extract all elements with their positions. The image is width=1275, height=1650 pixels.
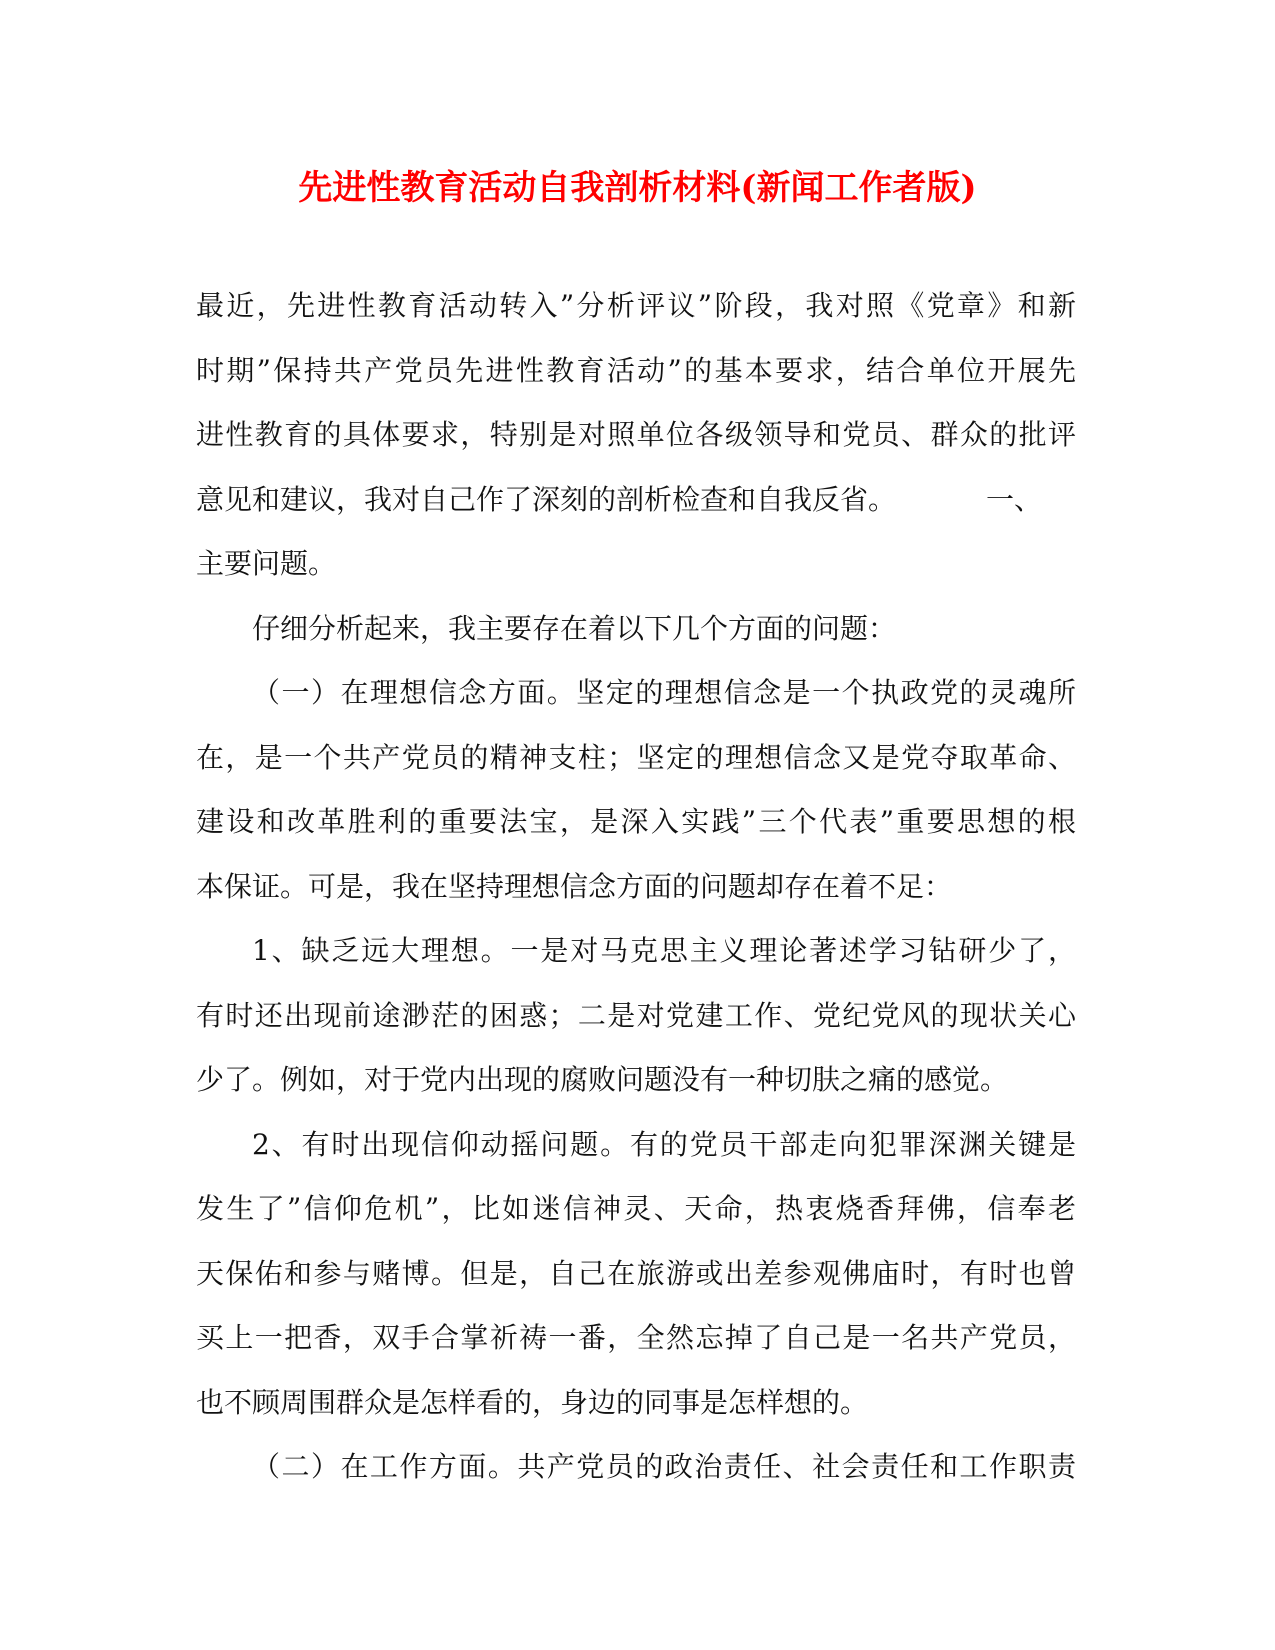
body-line xyxy=(196,1435,1076,1500)
body-line-text: 发生了”信仰危机”，比如迷信神灵、天命，热衷烧香拜佛，信奉老 xyxy=(196,1192,1076,1225)
body-line-text: 最近，先进性教育活动转入”分析评议”阶段，我对照《党章》和新 xyxy=(196,289,1076,322)
body-line-text: 本保证。可是，我在坚持理想信念方面的问题却存在着不足： xyxy=(196,869,953,903)
body-line xyxy=(196,1113,1076,1178)
body-line-text: 1、缺乏远大理想。一是对马克思主义理论著述学习钻研少了， xyxy=(252,934,1076,967)
body-line-text: 在，是一个共产党员的精神支柱；坚定的理想信念又是党夺取革命、 xyxy=(196,740,1076,774)
body-line-text: （一）在理想信念方面。坚定的理想信念是一个执政党的灵魂所 xyxy=(252,676,1076,709)
body-line xyxy=(196,597,1076,662)
body-line xyxy=(196,984,1076,1049)
body-line-text: 买上一把香，双手合掌祈祷一番，全然忘掉了自己是一名共产党员， xyxy=(196,1321,1076,1354)
body-line-text: 天保佑和参与赌博。但是，自己在旅游或出差参观佛庙时，有时也曾 xyxy=(196,1256,1076,1290)
body-line-text: 仔细分析起来，我主要存在着以下几个方面的问题： xyxy=(252,611,897,645)
body-line xyxy=(196,919,1076,984)
body-line-text: 少了。例如，对于党内出现的腐败问题没有一种切肤之痛的感觉。 xyxy=(196,1063,1009,1096)
body-line-text: 主要问题。 xyxy=(196,547,337,580)
body-line xyxy=(196,532,1076,597)
body-line-text: 时期”保持共产党员先进性教育活动”的基本要求，结合单位开展先 xyxy=(196,353,1076,387)
body-line-tail: 一、 xyxy=(986,482,1043,516)
body-line-text: 也不顾周围群众是怎样看的，身边的同事是怎样想的。 xyxy=(196,1385,869,1419)
body-line xyxy=(196,790,1076,855)
body-line xyxy=(196,468,1076,533)
body-line xyxy=(196,403,1076,468)
body-line xyxy=(196,1242,1076,1307)
body-line xyxy=(196,274,1076,339)
body-line xyxy=(196,339,1076,404)
body-line xyxy=(196,1177,1076,1242)
body-line-text: 意见和建议，我对自己作了深刻的剖析检查和自我反省。 xyxy=(196,482,897,516)
document-body xyxy=(196,274,1076,1500)
body-line xyxy=(196,1371,1076,1436)
body-line-text: 有时还出现前途渺茫的困惑；二是对党建工作、党纪党风的现状关心 xyxy=(196,998,1076,1032)
body-line-text: 进性教育的具体要求，特别是对照单位各级领导和党员、群众的批评 xyxy=(196,418,1076,451)
document-title: 先进性教育活动自我剖析材料(新闻工作者版) xyxy=(298,168,977,208)
body-line xyxy=(196,1048,1076,1113)
body-line xyxy=(196,661,1076,726)
body-line-text: 建设和改革胜利的重要法宝，是深入实践”三个代表”重要思想的根 xyxy=(196,805,1076,838)
body-line xyxy=(196,1306,1076,1371)
body-line xyxy=(196,855,1076,920)
body-line-text: （二）在工作方面。共产党员的政治责任、社会责任和工作职责 xyxy=(252,1450,1076,1483)
body-line xyxy=(196,726,1076,791)
body-line-text: 2、有时出现信仰动摇问题。有的党员干部走向犯罪深渊关键是 xyxy=(252,1127,1076,1161)
